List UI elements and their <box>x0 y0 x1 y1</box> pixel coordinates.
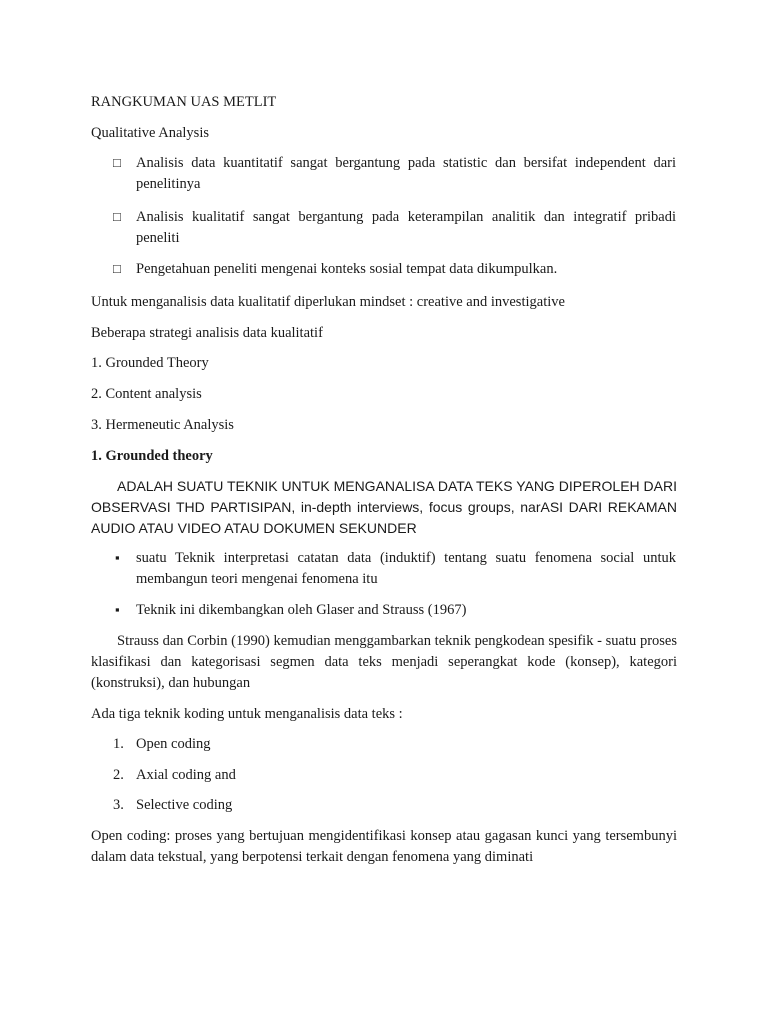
bullet-icon: □ <box>113 155 121 170</box>
bullet-icon: □ <box>113 209 121 224</box>
strategy-item: 2. Content analysis <box>91 386 202 402</box>
list-number: 2. <box>113 767 124 783</box>
section-heading-qualitative: Qualitative Analysis <box>91 125 209 141</box>
list-item: Axial coding and <box>136 767 236 783</box>
coding-intro: Ada tiga teknik koding untuk menganalisis data teks : <box>91 706 403 722</box>
list-number: 1. <box>113 736 124 752</box>
list-item: Pengetahuan peneliti mengenai konteks sosial tempat data dikumpulkan. <box>136 261 558 277</box>
list-item: suatu Teknik interpretasi catatan data (induktif) tentang suatu fenomena social untuk membangun teori mengenai fenomena itu <box>136 550 676 587</box>
list-item: Analisis kualitatif sangat bergantung pada keterampilan analitik dan integratif pribadi peneliti <box>136 209 676 246</box>
strategy-item: 3. Hermeneutic Analysis <box>91 417 234 433</box>
strategies-intro: Beberapa strategi analisis data kualitatif <box>91 325 323 341</box>
mindset-line <box>91 292 565 312</box>
open-coding-paragraph: Open coding: proses yang bertujuan mengidentifikasi konsep atau gagasan kunci yang tersembunyi dalam data tekstual, yang berpotensi terkait dengan fenomena yang diminati <box>91 828 677 865</box>
document-title: RANGKUMAN UAS METLIT <box>91 94 277 110</box>
grounded-definition: ADALAH SUATU TEKNIK UNTUK MENGANALISA DATA TEKS YANG DIPEROLEH DARI OBSERVASI THD PARTISIPAN, in-depth interviews, focus groups, narASI DARI REKAMAN AUDIO ATAU VIDEO ATAU DOKUMEN SEKUNDER <box>91 478 677 536</box>
list-item: Open coding <box>136 736 211 752</box>
strategy-item: 1. Grounded Theory <box>91 355 209 371</box>
list-number: 3. <box>113 797 124 813</box>
bullet-icon: □ <box>113 261 121 276</box>
bullet-icon: ▪ <box>115 550 120 565</box>
list-item: Teknik ini dikembangkan oleh Glaser and Strauss (1967) <box>136 602 467 618</box>
list-item: Analisis data kuantitatif sangat bergantung pada statistic dan bersifat independent dari penelitinya <box>136 155 676 192</box>
mindset-prefix: Untuk menganalisis data kualitatif diperlukan mindset : <box>91 294 417 310</box>
mindset-suffix: creative and investigative <box>416 294 565 310</box>
strauss-paragraph: Strauss dan Corbin (1990) kemudian menggambarkan teknik pengkodean spesifik - suatu proses klasifikasi dan kategorisasi segmen data teks menjadi seperangkat kode (konsep), kategori (konstruksi), dan hubungan <box>91 633 677 691</box>
bullet-icon: ▪ <box>115 602 120 617</box>
grounded-heading: 1. Grounded theory <box>91 448 213 464</box>
list-item: Selective coding <box>136 797 233 813</box>
